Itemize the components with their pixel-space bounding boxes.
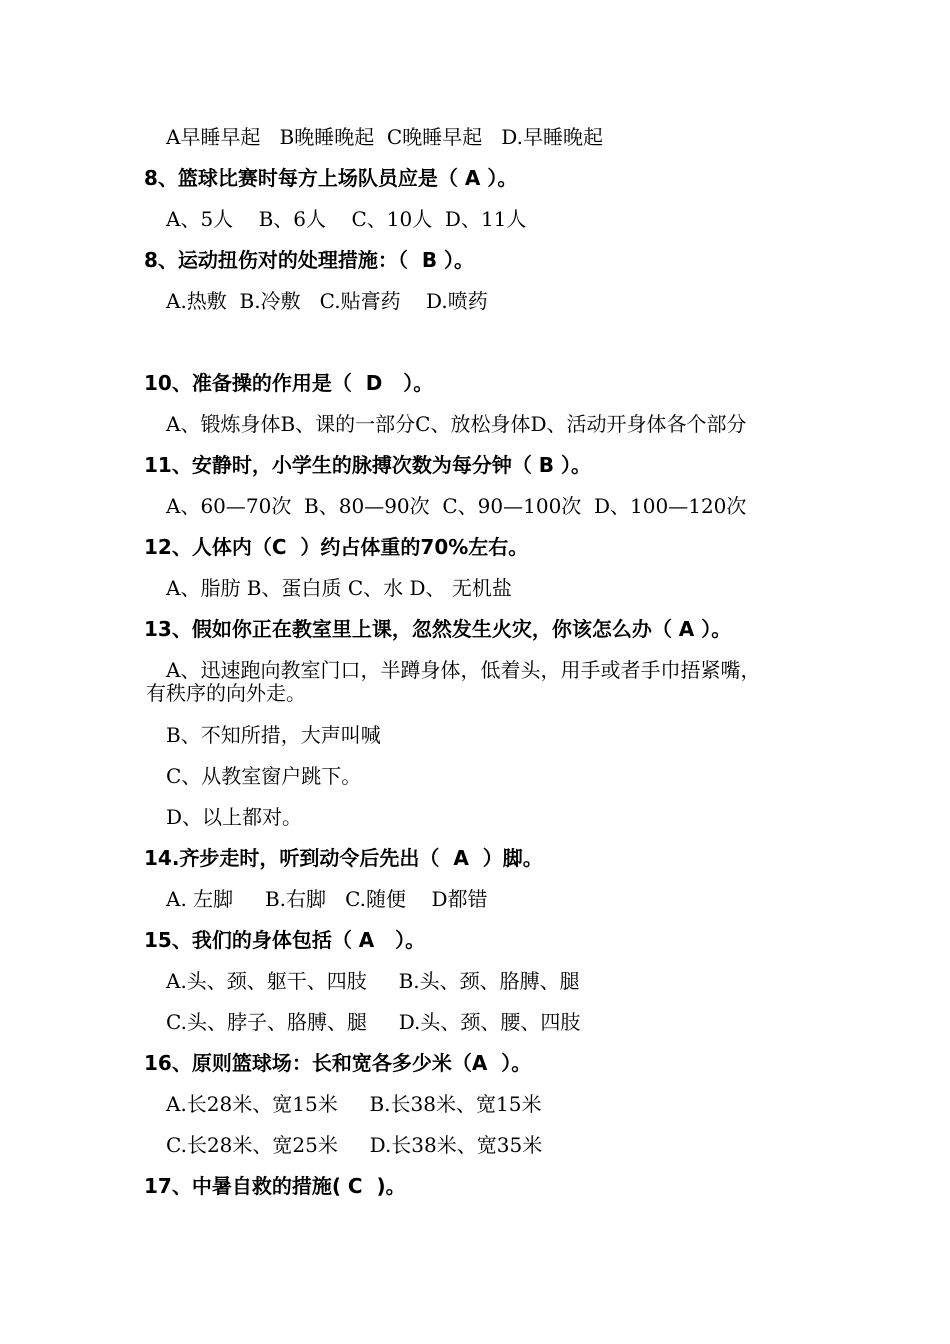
q13-option-a: A、迅速跑向教室门口，半蹲身体，低着头，用手或者手巾捂紧嘴， bbox=[166, 658, 761, 682]
q11-options: A、60—70次 B、80—90次 C、90—100次 D、100—120次 bbox=[166, 494, 747, 518]
q8b-options: A.热敷 B.冷敷 C.贴膏药 D.喷药 bbox=[166, 289, 488, 313]
q15-options-ab: A.头、颈、躯干、四肢 B.头、颈、胳膊、腿 bbox=[166, 969, 580, 993]
question-15: 15、我们的身体包括（ A ）。 bbox=[144, 928, 426, 952]
q16-options-cd: C.长28米、宽25米 D.长38米、宽35米 bbox=[166, 1133, 543, 1157]
q14-options: A. 左脚 B.右脚 C.随便 D都错 bbox=[166, 887, 488, 911]
q12-options: A、脂肪 B、蛋白质 C、水 D、 无机盐 bbox=[166, 576, 512, 600]
question-8-basketball: 8、篮球比赛时每方上场队员应是（ A ）。 bbox=[144, 166, 518, 190]
q16-options-ab: A.长28米、宽15米 B.长38米、宽15米 bbox=[166, 1092, 542, 1116]
q13-option-d: D、以上都对。 bbox=[166, 805, 303, 829]
question-13: 13、假如你正在教室里上课，忽然发生火灾，你该怎么办（ A ）。 bbox=[144, 617, 732, 641]
q10-options: A、锻炼身体B、课的一部分C、放松身体D、活动开身体各个部分 bbox=[166, 412, 747, 436]
question-12: 12、人体内（C ）约占体重的70%左右。 bbox=[144, 535, 529, 559]
question-14: 14.齐步走时，听到动令后先出（ A ）脚。 bbox=[144, 846, 543, 870]
question-10: 10、准备操的作用是（ D ）。 bbox=[144, 371, 434, 395]
question-17: 17、中暑自救的措施( C )。 bbox=[144, 1174, 406, 1198]
q7-options: A早睡早起 B晚睡晚起 C晚睡早起 D.早睡晚起 bbox=[166, 125, 603, 149]
q13-option-c: C、从教室窗户跳下。 bbox=[166, 764, 362, 788]
question-11: 11、安静时，小学生的脉搏次数为每分钟（ B ）。 bbox=[144, 453, 592, 477]
q8-options: A、5人 B、6人 C、10人 D、11人 bbox=[166, 207, 527, 231]
q15-options-cd: C.头、脖子、胳膊、腿 D.头、颈、腰、四肢 bbox=[166, 1010, 581, 1034]
question-8-sprain: 8、运动扭伤对的处理措施：（ B ）。 bbox=[144, 248, 475, 272]
q13-option-a-continued: 有秩序的向外走。 bbox=[146, 681, 306, 705]
question-16: 16、原则篮球场：长和宽各多少米（A ）。 bbox=[144, 1051, 532, 1075]
q13-option-b: B、不知所措，大声叫喊 bbox=[166, 723, 381, 747]
